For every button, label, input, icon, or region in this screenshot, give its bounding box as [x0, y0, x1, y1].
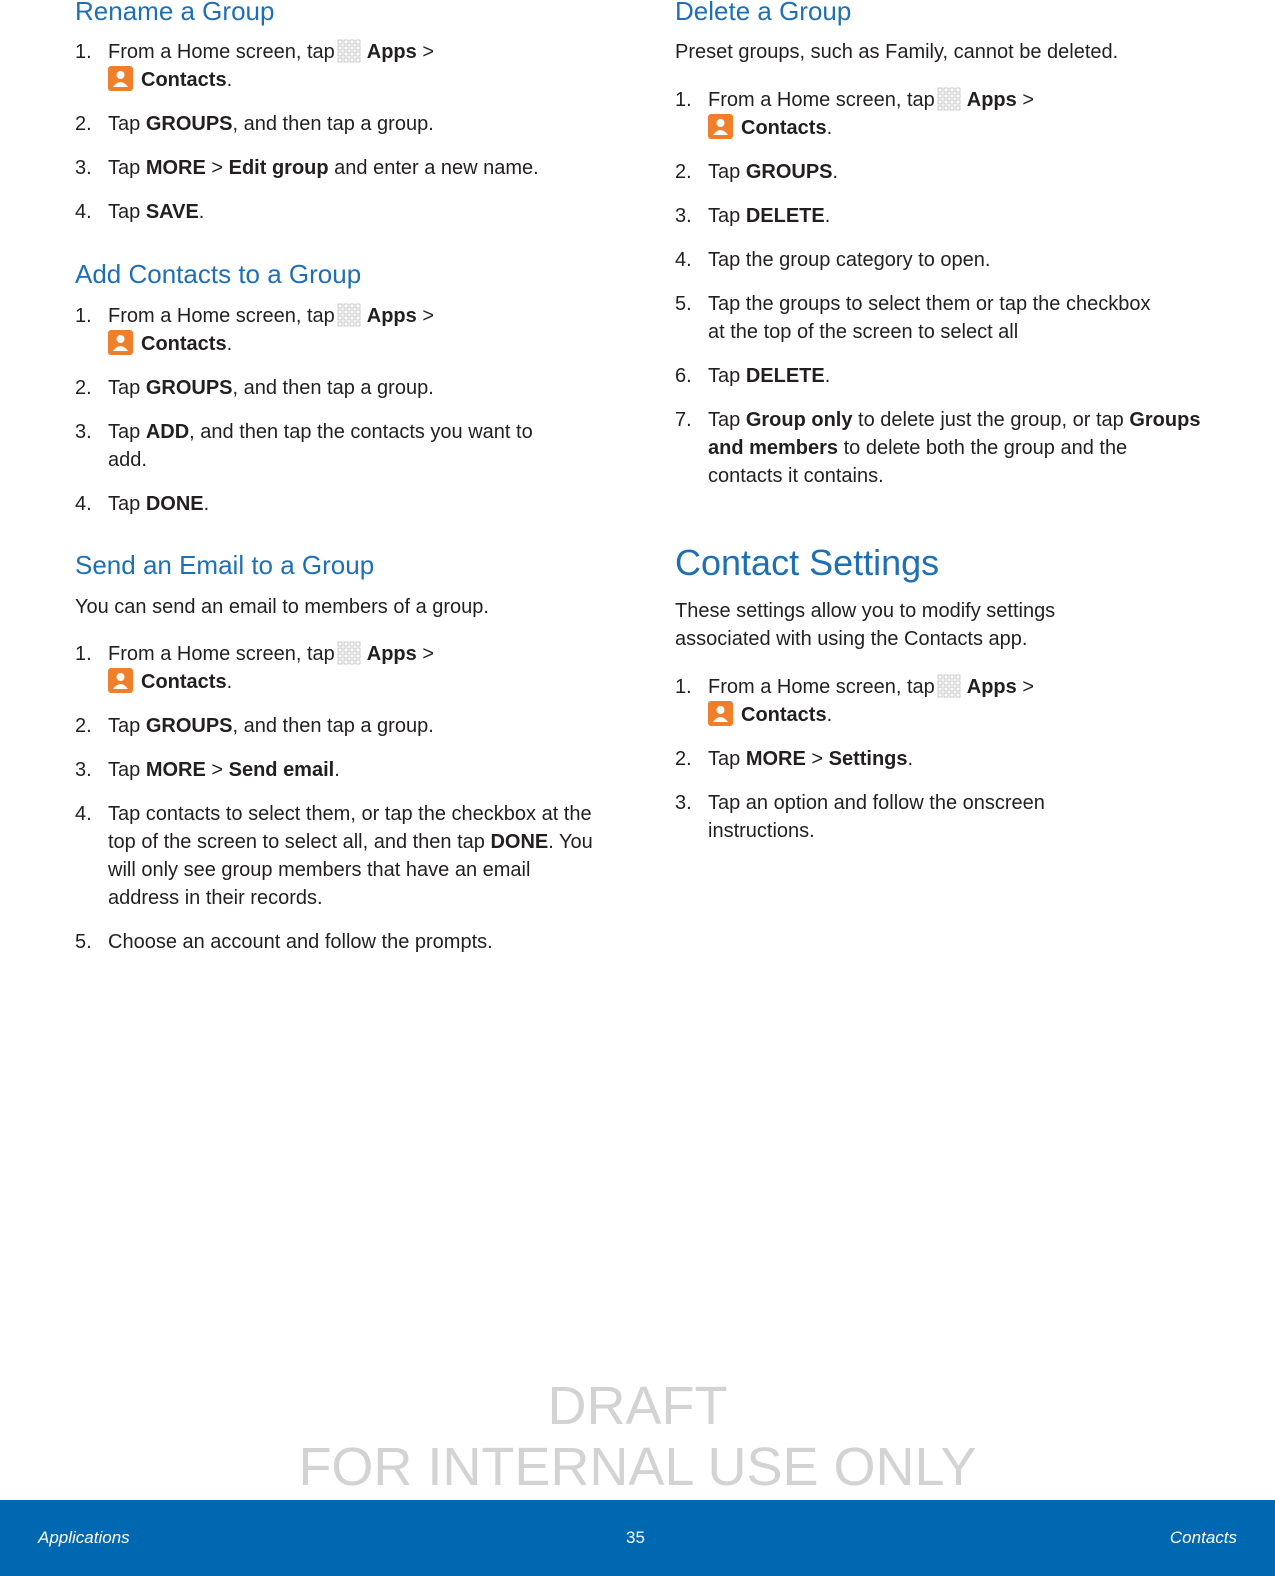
- step-bold: DELETE: [745, 365, 825, 387]
- step-text: From a Home screen, tap: [708, 89, 935, 111]
- contacts-icon: [108, 668, 133, 693]
- contacts-icon: [108, 330, 133, 355]
- step-text: Tap contacts to select them, or tap the checkbox at the top of the screen to select all, and then tap: [108, 803, 592, 853]
- section-heading-contact-settings: Contact Settings: [675, 542, 940, 583]
- apps-label: Apps: [966, 676, 1017, 698]
- step-separator: >: [1022, 89, 1034, 111]
- step-text: to delete both the group and the contacts it contains.: [708, 437, 1128, 487]
- step-text: . You will only see group members that have an email address in their records.: [108, 831, 593, 909]
- contacts-label: Contacts: [141, 69, 227, 91]
- list-item: [75, 756, 605, 784]
- step-text: Tap: [708, 205, 746, 227]
- step-text: .: [226, 671, 233, 693]
- step-bold: Group only: [745, 409, 853, 431]
- list-item: [75, 800, 605, 912]
- apps-grid-icon: [337, 39, 361, 63]
- list-item: [75, 712, 605, 740]
- contacts-label: Contacts: [741, 704, 827, 726]
- step-bold: DELETE: [745, 205, 825, 227]
- step-text: .: [832, 161, 839, 183]
- step-text: Tap: [108, 759, 146, 781]
- step-separator: >: [1022, 676, 1034, 698]
- watermark-internal-use: FOR INTERNAL USE ONLY: [298, 1437, 977, 1497]
- list-item: [675, 202, 1205, 230]
- step-text: .: [826, 704, 833, 726]
- list-item: [675, 290, 1205, 346]
- step-text: >: [205, 759, 229, 781]
- step-bold: ADD: [145, 421, 190, 443]
- step-number: 4.: [75, 803, 92, 825]
- contacts-label: Contacts: [141, 333, 227, 355]
- list-item: [675, 86, 1205, 142]
- step-number: 2.: [75, 113, 92, 135]
- step-bold: GROUPS: [745, 161, 833, 183]
- step-number: 2.: [75, 377, 92, 399]
- step-bold: Send email: [228, 759, 335, 781]
- step-text: .: [826, 117, 833, 139]
- footer-section-label: Applications: [38, 1528, 130, 1547]
- step-text: Tap the group category to open.: [708, 249, 991, 271]
- list-item: [675, 789, 1205, 845]
- step-text: Tap: [708, 365, 746, 387]
- step-text: >: [805, 748, 829, 770]
- list-item: [675, 406, 1205, 490]
- add-contacts-steps: [75, 302, 605, 534]
- step-bold: SAVE: [145, 201, 199, 223]
- step-number: 1.: [675, 676, 692, 698]
- step-text: .: [203, 493, 210, 515]
- step-text: .: [226, 69, 233, 91]
- contacts-icon: [108, 66, 133, 91]
- step-text: Tap: [708, 409, 746, 431]
- list-item: [75, 418, 605, 474]
- step-text: .: [824, 205, 831, 227]
- step-number: 1.: [75, 305, 92, 327]
- step-text: .: [226, 333, 233, 355]
- step-text: and enter a new name.: [328, 157, 539, 179]
- step-text: Tap: [708, 748, 746, 770]
- step-number: 5.: [75, 931, 92, 953]
- list-item: [75, 928, 605, 956]
- rename-group-steps: [75, 38, 605, 242]
- section-heading-rename-group: Rename a Group: [75, 0, 275, 26]
- page-footer: [0, 1500, 1275, 1576]
- step-text: Tap: [108, 421, 146, 443]
- delete-group-steps: [675, 86, 1205, 506]
- step-number: 2.: [675, 748, 692, 770]
- apps-label: Apps: [366, 305, 417, 327]
- step-number: 5.: [675, 293, 692, 315]
- step-bold: MORE: [145, 157, 206, 179]
- apps-label: Apps: [966, 89, 1017, 111]
- apps-grid-icon: [937, 674, 961, 698]
- apps-label: Apps: [366, 643, 417, 665]
- step-text: Tap: [108, 113, 146, 135]
- page-number: 35: [626, 1528, 645, 1547]
- step-number: 3.: [75, 157, 92, 179]
- step-bold: GROUPS: [145, 113, 233, 135]
- step-text: From a Home screen, tap: [108, 643, 335, 665]
- step-text: , and then tap the contacts you want to add.: [108, 421, 533, 471]
- section-heading-delete-group: Delete a Group: [675, 0, 852, 26]
- step-text: Tap: [108, 377, 146, 399]
- step-text: , and then tap a group.: [232, 715, 434, 737]
- list-item: [675, 673, 1205, 729]
- send-email-intro: You can send an email to members of a group.: [75, 596, 489, 618]
- contacts-icon: [708, 114, 733, 139]
- step-text: , and then tap a group.: [232, 377, 434, 399]
- step-text: to delete just the group, or tap: [852, 409, 1130, 431]
- list-item: [675, 246, 1205, 274]
- step-number: 4.: [75, 201, 92, 223]
- contact-settings-steps: [675, 673, 1205, 861]
- step-text: From a Home screen, tap: [708, 676, 935, 698]
- list-item: [75, 198, 605, 226]
- delete-group-intro: Preset groups, such as Family, cannot be deleted.: [675, 41, 1119, 63]
- list-item: [75, 374, 605, 402]
- list-item: [75, 110, 605, 138]
- step-bold: DONE: [145, 493, 204, 515]
- step-number: 3.: [675, 205, 692, 227]
- list-item: [675, 362, 1205, 390]
- step-bold: DONE: [490, 831, 549, 853]
- step-bold: Edit group: [228, 157, 329, 179]
- section-heading-send-email: Send an Email to a Group: [75, 550, 375, 580]
- step-number: 2.: [675, 161, 692, 183]
- step-text: .: [824, 365, 831, 387]
- list-item: [75, 154, 605, 182]
- apps-grid-icon: [337, 303, 361, 327]
- contact-settings-intro: These settings allow you to modify settings associated with using the Contacts app.: [675, 600, 1056, 650]
- step-separator: >: [422, 41, 434, 63]
- step-number: 7.: [675, 409, 692, 431]
- step-number: 1.: [675, 89, 692, 111]
- section-heading-add-contacts: Add Contacts to a Group: [75, 259, 362, 289]
- step-text: .: [198, 201, 205, 223]
- step-number: 1.: [75, 643, 92, 665]
- step-number: 6.: [675, 365, 692, 387]
- contacts-label: Contacts: [741, 117, 827, 139]
- step-number: 4.: [675, 249, 692, 271]
- step-text: From a Home screen, tap: [108, 41, 335, 63]
- list-item: [675, 745, 1205, 773]
- send-email-steps: [75, 640, 605, 972]
- step-number: 2.: [75, 715, 92, 737]
- step-text: Tap: [108, 157, 146, 179]
- step-text: Tap: [108, 715, 146, 737]
- step-text: .: [907, 748, 914, 770]
- list-item: [75, 38, 605, 94]
- step-text: Tap: [108, 493, 146, 515]
- step-number: 3.: [75, 759, 92, 781]
- step-text: .: [334, 759, 340, 781]
- contacts-label: Contacts: [141, 671, 227, 693]
- list-item: [75, 490, 605, 518]
- watermark-draft: DRAFT: [547, 1376, 728, 1436]
- step-text: , and then tap a group.: [232, 113, 434, 135]
- step-separator: >: [422, 305, 434, 327]
- step-number: 3.: [75, 421, 92, 443]
- step-text: Tap the groups to select them or tap the checkbox at the top of the screen to select all: [708, 293, 1151, 343]
- step-bold: MORE: [745, 748, 806, 770]
- step-text: Tap: [108, 201, 146, 223]
- list-item: [75, 640, 605, 696]
- step-text: Tap an option and follow the onscreen instructions.: [708, 792, 1045, 842]
- apps-grid-icon: [337, 641, 361, 665]
- step-bold: Settings: [828, 748, 908, 770]
- step-text: From a Home screen, tap: [108, 305, 335, 327]
- list-item: [675, 158, 1205, 186]
- step-bold: Groups and members: [708, 409, 1201, 459]
- step-bold: GROUPS: [145, 715, 233, 737]
- step-bold: MORE: [145, 759, 206, 781]
- step-text: Tap: [708, 161, 746, 183]
- step-text: >: [205, 157, 229, 179]
- footer-chapter-label: Contacts: [1169, 1528, 1237, 1547]
- step-number: 1.: [75, 41, 92, 63]
- step-text: Choose an account and follow the prompts.: [108, 931, 493, 953]
- step-bold: GROUPS: [145, 377, 233, 399]
- list-item: [75, 302, 605, 358]
- contacts-icon: [708, 701, 733, 726]
- step-separator: >: [422, 643, 434, 665]
- apps-grid-icon: [937, 87, 961, 111]
- step-number: 3.: [675, 792, 692, 814]
- step-number: 4.: [75, 493, 92, 515]
- apps-label: Apps: [366, 41, 417, 63]
